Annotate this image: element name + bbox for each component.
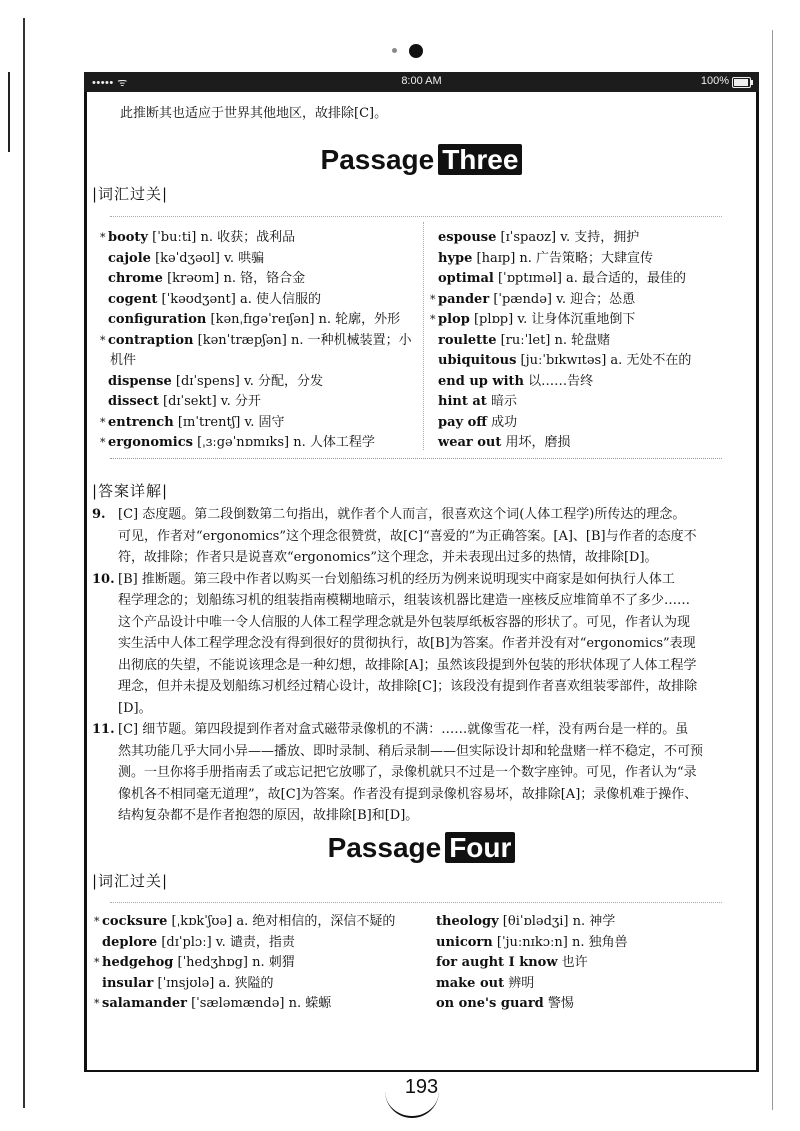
vocab-word: make out xyxy=(436,975,505,991)
passage-four-title xyxy=(0,832,800,864)
vocab-entry xyxy=(436,994,746,1015)
vocab-definition: [kənˌfɪgəˈreɪʃən] n. 轮廓，外形 xyxy=(210,312,401,327)
vocab-entry xyxy=(438,351,748,372)
vocab-definition: [ˈɪnsjʊlə] a. 狭隘的 xyxy=(157,975,274,991)
scan-edge-line xyxy=(8,72,10,152)
answer-line: 实生活中人体工程学理念没有得到很好的贯彻执行，故[B]为答案。作者并没有对“ergonomics”表现 xyxy=(118,636,696,651)
star-marker: * xyxy=(94,956,100,969)
vocab-definition: [dɪˈplɔː] v. 谴责，指责 xyxy=(161,934,295,950)
vocab-word: end up with xyxy=(438,373,524,389)
vocab-entry xyxy=(438,269,748,290)
camera-icon xyxy=(409,44,423,58)
vocab-word: configuration xyxy=(108,312,207,327)
vocab-definition: 暗示 xyxy=(490,394,517,409)
vocab-entry xyxy=(436,933,746,954)
vocab-entry xyxy=(438,249,748,270)
vocab-top-divider xyxy=(110,216,722,217)
vocab-entry xyxy=(102,933,422,954)
vocab-definition: [ˈsæləmændə] n. 蝾螈 xyxy=(191,996,332,1011)
vocab-entry xyxy=(100,413,413,434)
vocab-entry xyxy=(100,331,413,352)
vocab-word: insular xyxy=(102,975,154,991)
vocab-definition: [θiˈɒlədʒi] n. 神学 xyxy=(502,914,616,929)
vocab-word: pander xyxy=(438,291,490,307)
star-marker: * xyxy=(430,313,436,326)
vocab-definition: [ɪnˈtrentʃ] v. 固守 xyxy=(177,414,285,430)
vocab-word: hint at xyxy=(438,394,487,409)
answer-number: 11. xyxy=(92,722,115,737)
vocab-definition: [krəʊm] n. 铬，铬合金 xyxy=(167,271,306,286)
vocab-entry xyxy=(108,290,413,311)
vocab-entry xyxy=(436,974,746,995)
passage-title-word: Passage xyxy=(327,832,442,863)
vocab-entry xyxy=(436,953,746,974)
vocab-word: pay off xyxy=(438,414,487,430)
vocab-entry xyxy=(430,290,748,311)
vocab-word: espouse xyxy=(438,230,497,245)
answer-line: 出彻底的失望，不能说该理念是一种幻想，故排除[A]；虽然该段提到外包装的形状体现了人体工程学 xyxy=(118,657,697,673)
answer-line: 然其功能几乎大同小异——播放、即时录制、稍后录制——但实际设计却和轮盘赌一样不稳定，不可预 xyxy=(118,743,704,759)
vocab-word: salamander xyxy=(102,996,187,1011)
vocab-list-right xyxy=(436,912,746,1015)
vocab-definition: [kənˈtræpʃən] n. 一种机械装置；小 xyxy=(197,332,412,348)
vocab-word: hedgehog xyxy=(102,955,174,970)
vocab-definition: [ˈpændə] v. 迎合；怂恿 xyxy=(493,291,636,307)
vocab-definition: 也许 xyxy=(561,955,588,970)
page-number: 193 xyxy=(404,1076,439,1098)
answer-item xyxy=(92,569,752,720)
vocab-definition: [dɪˈsekt] v. 分开 xyxy=(163,394,261,409)
vocab-entry xyxy=(108,351,413,372)
vocab-definition: 辨明 xyxy=(508,975,535,991)
vocab-definition: [ˈjuːnɪkɔːn] n. 独角兽 xyxy=(496,934,628,950)
vocab-definition: 机件 xyxy=(110,353,137,368)
signal-icon: ••••• ᯤ xyxy=(92,77,128,89)
star-marker: * xyxy=(94,915,100,928)
answer-line: [D]。 xyxy=(118,700,152,716)
vocab-definition: 成功 xyxy=(491,414,518,430)
passage-title-highlight: Three xyxy=(438,144,522,175)
answer-section-label: |答案详解| xyxy=(92,482,169,500)
vocab-definition: 警惕 xyxy=(547,996,574,1011)
vocab-entry xyxy=(94,953,422,974)
vocab-definition: [ɪˈspaʊz] v. 支持，拥护 xyxy=(500,230,640,245)
answer-item xyxy=(92,504,752,569)
answer-list xyxy=(92,504,752,827)
answer-line: 可见，作者对“ergonomics”这个理念很赞赏，故[C]“喜爱的”为正确答案。[A]、[B]与作者的态度不 xyxy=(118,528,697,544)
answer-line: 像机各不相同毫无道理”，故[C]为答案。作者没有提到录像机容易坏，故排除[A]；录像机难于操作、 xyxy=(118,786,698,802)
answer-line: [C] 态度题。第二段倒数第二句指出，就作者个人而言，很喜欢这个词(人体工程学)所传达的理念。 xyxy=(118,507,686,522)
vocab-word: deplore xyxy=(102,934,158,950)
vocab-entry xyxy=(108,372,413,393)
sensor-icon xyxy=(392,48,397,53)
vocab-entry xyxy=(436,912,746,933)
device-frame-bottom xyxy=(84,1070,759,1072)
answer-line: [C] 细节题。第四段提到作者对盒式磁带录像机的不满：……就像雪花一样，没有两台是一样的。虽 xyxy=(118,722,689,737)
answer-line: 这个产品设计中唯一令人信服的人体工程学理念就是外包装厚纸板容器的形状了。可见，作者认为现 xyxy=(118,614,691,630)
vocab-list-left xyxy=(100,228,413,454)
vocab-definition: [ˌɜːgəˈnɒmɪks] n. 人体工程学 xyxy=(197,435,375,450)
star-marker: * xyxy=(100,231,106,244)
vocab-entry xyxy=(94,994,422,1015)
answer-number: 9. xyxy=(92,507,106,522)
vocab-entry xyxy=(108,249,413,270)
vocab-word: dispense xyxy=(108,373,172,389)
vocab-definition: [kəˈdʒəʊl] v. 哄骗 xyxy=(155,250,265,266)
answer-line: [B] 推断题。第三段中作者以购买一台划船练习机的经历为例来说明现实中商家是如何执行人体工 xyxy=(118,571,675,587)
star-marker: * xyxy=(100,415,106,429)
answer-line: 理念，但并未提及划船练习机经过精心设计，故排除[C]；该段没有提到作者喜欢组装零部件，故排除 xyxy=(118,679,698,694)
vocab-entry xyxy=(100,228,413,249)
passage-three-title xyxy=(0,144,800,176)
vocab-word: plop xyxy=(438,312,470,327)
vocab-word: wear out xyxy=(438,435,502,450)
passage-title-word: Passage xyxy=(320,144,435,175)
vocab-bottom-divider xyxy=(110,458,722,459)
vocab-word: entrench xyxy=(108,414,174,430)
vocab-word: optimal xyxy=(438,271,494,286)
scan-edge-line xyxy=(23,18,25,1108)
answer-line: 结构复杂都不是作者抱怨的原因，故排除[B]和[D]。 xyxy=(118,808,419,823)
status-time: 8:00 AM xyxy=(401,75,442,87)
vocab-definition: [dɪˈspens] v. 分配，分发 xyxy=(175,373,324,389)
vocab-word: for aught I know xyxy=(436,955,558,970)
intro-line: 此推断其也适应于世界其他地区，故排除[C]。 xyxy=(120,106,388,121)
vocab-definition: [ˈbuːti] n. 收获；战利品 xyxy=(152,230,296,245)
vocab-word: contraption xyxy=(108,332,194,348)
star-marker: * xyxy=(430,292,436,306)
vocab-entry xyxy=(438,433,748,454)
vocab-word: theology xyxy=(436,914,499,929)
vocab-word: chrome xyxy=(108,271,163,286)
vocab-list-left xyxy=(94,912,422,1015)
vocab-column-divider xyxy=(423,222,424,450)
vocab-definition: [juːˈbɪkwɪtəs] a. 无处不在的 xyxy=(520,353,692,368)
vocab-definition: [ruːˈlet] n. 轮盘赌 xyxy=(500,332,611,348)
vocab-word: ergonomics xyxy=(108,435,193,450)
vocab-definition: [ˈɒptɪməl] a. 最合适的，最佳的 xyxy=(497,271,687,286)
vocab-word: booty xyxy=(108,230,148,245)
vocab-word: dissect xyxy=(108,394,159,409)
passage-title-highlight: Four xyxy=(445,832,515,863)
answer-line: 程学理念的；划船练习机的组装指南模糊地暗示，组装该机器比建造一座核反应堆简单不了多少…… xyxy=(118,593,691,608)
device-frame-right xyxy=(756,72,759,1072)
vocab-definition: 用坏，磨损 xyxy=(505,435,571,450)
vocab-entry xyxy=(108,310,413,331)
vocab-entry xyxy=(438,413,748,434)
battery-percent: 100% xyxy=(700,75,729,87)
vocab-word: cogent xyxy=(108,291,158,307)
vocab-entry xyxy=(102,974,422,995)
vocab-word: unicorn xyxy=(436,934,493,950)
vocab-entry xyxy=(100,433,413,454)
vocab-entry xyxy=(430,310,748,331)
battery-icon xyxy=(732,77,751,88)
vocab-list-right xyxy=(430,228,748,454)
device-frame-left xyxy=(84,72,87,1072)
vocab-entry xyxy=(438,392,748,413)
vocab-entry xyxy=(108,392,413,413)
answer-number: 10. xyxy=(92,571,115,587)
vocab-word: cocksure xyxy=(102,914,168,929)
vocab-definition: [ˈhedʒhɒg] n. 刺猬 xyxy=(177,955,295,970)
vocab-definition: 以……告终 xyxy=(528,373,594,389)
vocab-definition: [ˌkɒkˈʃʊə] a. 绝对相信的，深信不疑的 xyxy=(171,914,396,929)
vocab-top-divider xyxy=(110,902,722,903)
vocab-entry xyxy=(108,269,413,290)
answer-line: 测。一旦你将手册指南丢了或忘记把它放哪了，录像机就只不过是一个数字座钟。可见，作者认为“录 xyxy=(118,765,697,780)
vocab-word: ubiquitous xyxy=(438,353,517,368)
vocab-definition: [plɒp] v. 让身体沉重地倒下 xyxy=(473,312,636,327)
scan-edge-line xyxy=(772,30,773,1110)
star-marker: * xyxy=(100,333,106,347)
star-marker: * xyxy=(94,997,100,1010)
vocab-word: cajole xyxy=(108,250,151,266)
vocab-entry xyxy=(438,372,748,393)
answer-line: 符，故排除；作者只是说喜欢“ergonomics”这个理念，并未表现出过多的热情，故排除[D]。 xyxy=(118,550,658,565)
vocab-word: on one's guard xyxy=(436,996,544,1011)
star-marker: * xyxy=(100,436,106,449)
vocab-section-label: |词汇过关| xyxy=(92,872,169,890)
vocab-definition: [ˈkəʊdʒənt] a. 使人信服的 xyxy=(161,291,321,307)
answer-item xyxy=(92,719,752,827)
vocab-section-label: |词汇过关| xyxy=(92,185,169,203)
vocab-word: roulette xyxy=(438,332,497,348)
vocab-word: hype xyxy=(438,250,473,266)
vocab-definition: [haɪp] n. 广告策略；大肆宣传 xyxy=(476,250,654,266)
vocab-entry xyxy=(438,331,748,352)
vocab-entry xyxy=(94,912,422,933)
vocab-entry xyxy=(438,228,748,249)
status-bar xyxy=(84,72,759,92)
